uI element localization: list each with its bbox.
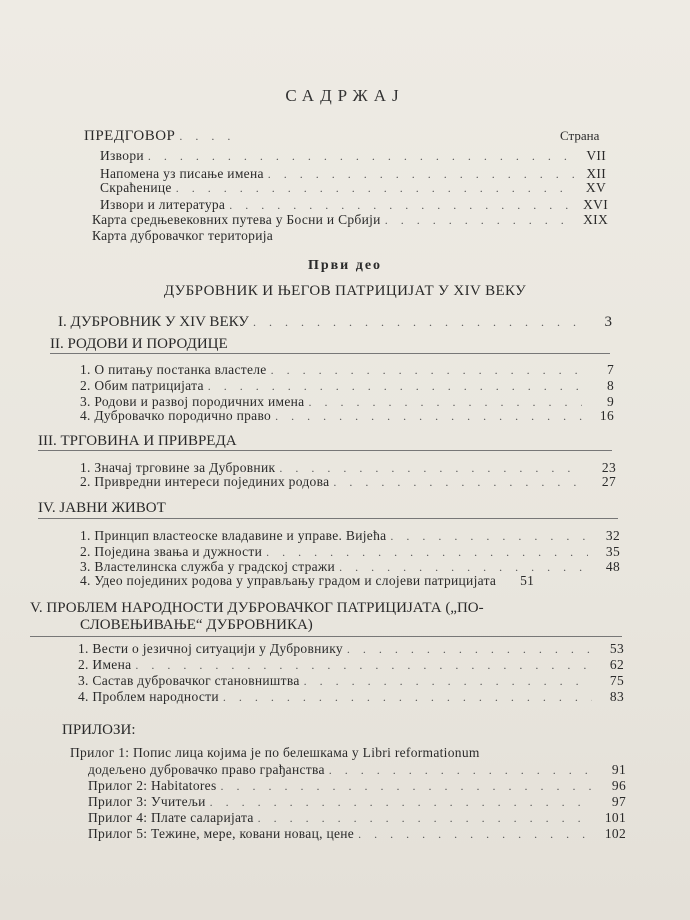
leader-dots — [258, 810, 594, 826]
appendix-entry: Прилог 3: Учитељи . . . 97 — [88, 794, 626, 810]
appendix-entry-continued: додељено дубровачко право грађанства . . . 91 — [88, 762, 626, 778]
toc-entry: 1. Принцип властеоске владавине и управе. Вијећа . . . 32 — [80, 528, 620, 544]
leader-dots — [135, 657, 592, 673]
leader-dots — [223, 689, 592, 705]
toc-entry: 3. Родови и развој породичних имена . . . 9 — [80, 394, 614, 410]
appendix-entry: Прилог 4: Плате саларијата . . . 101 — [88, 810, 626, 826]
leader-dots — [275, 408, 582, 424]
chapter-heading-continued: СЛОВЕЊИВАЊЕ“ ДУБРОВНИКА) — [80, 617, 313, 633]
toc-entry: 1. О питању постанка властеле . . . 7 — [80, 362, 614, 378]
leader-dots — [208, 378, 582, 394]
toc-entry: 1. Значај трговине за Дубровник . . . 23 — [80, 460, 616, 476]
toc-entry: Карта дубровачког територија — [92, 228, 274, 243]
part-title: ДУБРОВНИК И ЊЕГОВ ПАТРИЦИЈАТ У XIV ВЕКУ — [163, 283, 527, 299]
toc-entry: 2. Појединa звања и дужности . . . 35 — [80, 544, 620, 560]
toc-entry: Скраћенице . . . XV — [100, 180, 606, 196]
toc-entry: 2. Имена . . . 62 — [78, 657, 624, 673]
leader-dots — [347, 641, 592, 657]
toc-entry: 4. Дубровачко породично право . . . 16 — [80, 408, 614, 424]
chapter-heading: I. ДУБРОВНИК У XIV ВЕКУ . . . 3 — [58, 314, 612, 330]
leader-dots — [179, 128, 239, 144]
leader-dots — [390, 528, 588, 544]
section-rule — [50, 353, 610, 354]
appendix-entry: Прилог 2: Habitatores . . . 96 — [88, 778, 626, 794]
appendix-entry: Прилог 5: Тежине, мере, ковани новац, цене . . . 102 — [88, 826, 626, 842]
leader-dots — [210, 794, 594, 810]
toc-entry: Извори и литература . . . XVI — [100, 197, 608, 213]
leader-dots — [229, 197, 576, 213]
toc-entry: 1. Вести о језичној ситуацији у Дубровнику . . . 53 — [78, 641, 624, 657]
preface-heading: ПРЕДГОВОР . . . — [84, 128, 243, 144]
toc-entry: 2. Привредни интереси појединих родова . . . 27 — [80, 474, 616, 490]
page-column-label: Страна — [560, 128, 600, 143]
leader-dots — [329, 762, 594, 778]
section-rule — [38, 450, 612, 451]
appendix-entry: Прилог 1: Попис лица којима је по белешкама у Libri reformationum — [70, 745, 480, 760]
leader-dots — [148, 148, 574, 164]
chapter-heading: IV. ЈАВНИ ЖИВОТ — [38, 500, 166, 516]
appendices-heading: ПРИЛОЗИ: — [62, 722, 136, 738]
chapter-heading: III. ТРГОВИНА И ПРИВРЕДА — [38, 433, 237, 449]
section-rule — [38, 518, 618, 519]
leader-dots — [385, 212, 576, 228]
toc-entry: 4. Удео појединих родова у управљању градом и слојеви патрицијата 51 — [80, 573, 535, 588]
leader-dots — [221, 778, 594, 794]
toc-entry: 3. Састав дубровачког становништва . . . 75 — [78, 673, 624, 689]
chapter-heading: II. РОДОВИ И ПОРОДИЦЕ — [50, 336, 228, 352]
leader-dots — [253, 314, 580, 330]
leader-dots — [333, 474, 584, 490]
toc-entry: Извори . . . VII — [100, 148, 606, 164]
leader-dots — [358, 826, 594, 842]
part-label: Први део — [307, 258, 383, 273]
section-rule — [30, 636, 622, 637]
chapter-heading: V. ПРОБЛЕМ НАРОДНОСТИ ДУБРОВАЧКОГ ПАТРИЦИЈАТА („ПО- — [30, 600, 484, 616]
toc-entry: 3. Властелинска служба у градској стражи . . . 48 — [80, 559, 620, 575]
toc-entry: 4. Проблем народности . . . 83 — [78, 689, 624, 705]
toc-entry: Карта средњевековних путева у Босни и Србији . . . XIX — [92, 212, 608, 228]
leader-dots — [271, 362, 582, 378]
leader-dots — [266, 544, 588, 560]
leader-dots — [304, 673, 592, 689]
page-title: САДРЖАЈ — [285, 86, 405, 105]
leader-dots — [176, 180, 574, 196]
toc-entry: 2. Обим патрицијата . . . 8 — [80, 378, 614, 394]
toc-entry: Напомена уз писање имена . . . XII — [100, 166, 606, 182]
